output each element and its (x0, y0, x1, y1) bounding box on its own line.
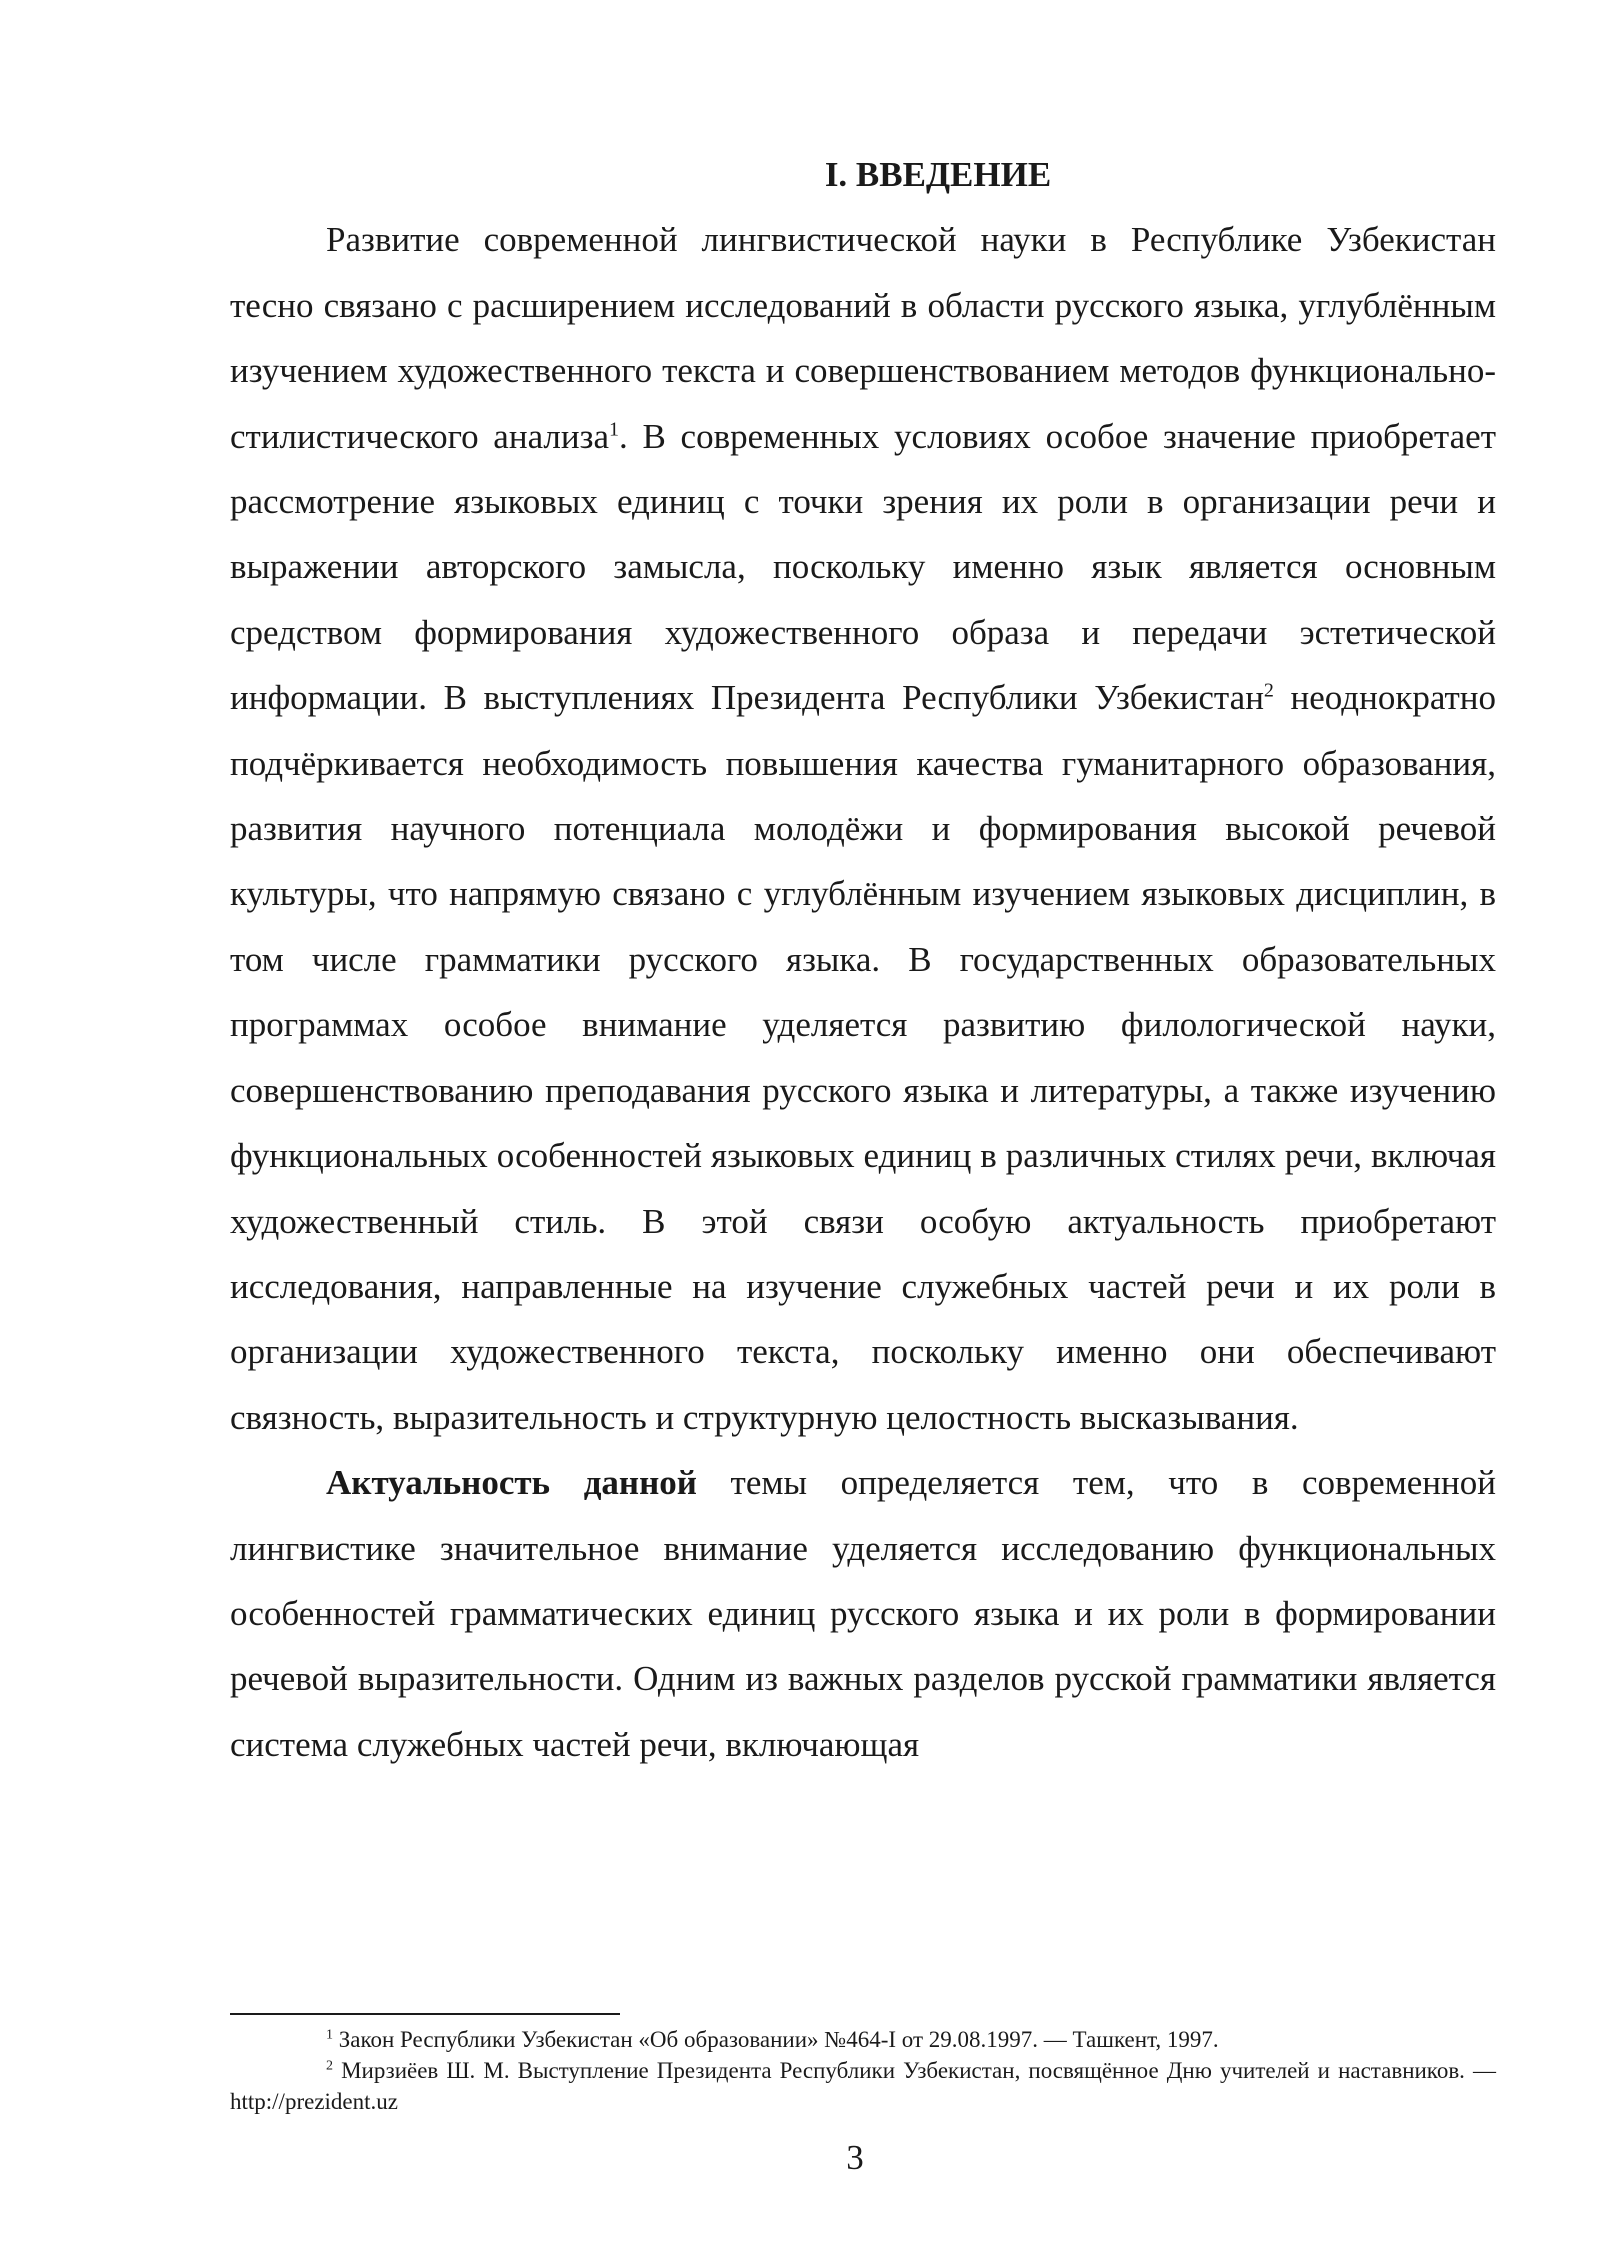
paragraph-text: Развитие современной лингвистической науки в Республике Узбекистан тесно связано с расширением исследований в области русского языка, углублённым изучением художественного текста и совершенствованием методов функционально-стилистического анализа (230, 220, 1496, 456)
paragraph-text: . В современных условиях особое значение приобретает рассмотрение языковых единиц с точки зрения их роли в организации речи и выражении авторского замысла, поскольку именно язык является основным средством формирования художественного образа и передачи эстетической информации. В выступлениях Президента Республики Узбекистан (230, 416, 1496, 718)
footnote-number: 2 (326, 2058, 333, 2074)
bold-lead-text: Актуальность данной (326, 1463, 697, 1503)
paragraph-introduction (230, 207, 1496, 1450)
footnote-text: Закон Республики Узбекистан «Об образовании» №464-I от 29.08.1997. — Ташкент, 1997. (333, 2027, 1219, 2052)
paragraph-relevance (230, 1450, 1496, 1777)
footnotes (230, 2024, 1496, 2117)
footnote-2 (230, 2055, 1496, 2117)
paragraph-text: неоднократно подчёркивается необходимость повышения качества гуманитарного образования, развития научного потенциала молодёжи и формирования высокой речевой культуры, что напрямую связано с углублённым изучением языковых дисциплин, в том числе грамматики русского языка. В государственных образовательных программах особое внимание уделяется развитию филологической науки, совершенствованию преподавания русского языка и литературы, а также изучению функциональных особенностей языковых единиц в различных стилях речи, включая художественный стиль. В этой связи особую актуальность приобретают исследования, направленные на изучение служебных частей речи и их роли в организации художественного текста, поскольку именно они обеспечивают связность, выразительность и структурную целостность высказывания. (230, 678, 1496, 1437)
footnote-1 (230, 2024, 1496, 2055)
main-text (230, 142, 1496, 1777)
paragraph-text: темы определяется тем, что в современной лингвистике значительное внимание уделяется исследованию функциональных особенностей грамматических единиц русского языка и их роли в формировании речевой выразительности. Одним из важных разделов русской грамматики является система служебных частей речи, включающая (230, 1463, 1496, 1764)
footnote-number: 1 (326, 2027, 333, 2043)
footnote-ref-1[interactable]: 1 (608, 417, 619, 440)
footnote-separator (230, 2013, 620, 2015)
footnote-text: Мирзиёев Ш. М. Выступление Президента Республики Узбекистан, посвящённое Дню учителей и наставников. — http://prezident.uz (230, 2058, 1496, 2114)
section-heading: I. ВВЕДЕНИЕ (824, 155, 1052, 194)
footnote-ref-2[interactable]: 2 (1263, 679, 1274, 702)
page-number: 3 (846, 2138, 864, 2177)
